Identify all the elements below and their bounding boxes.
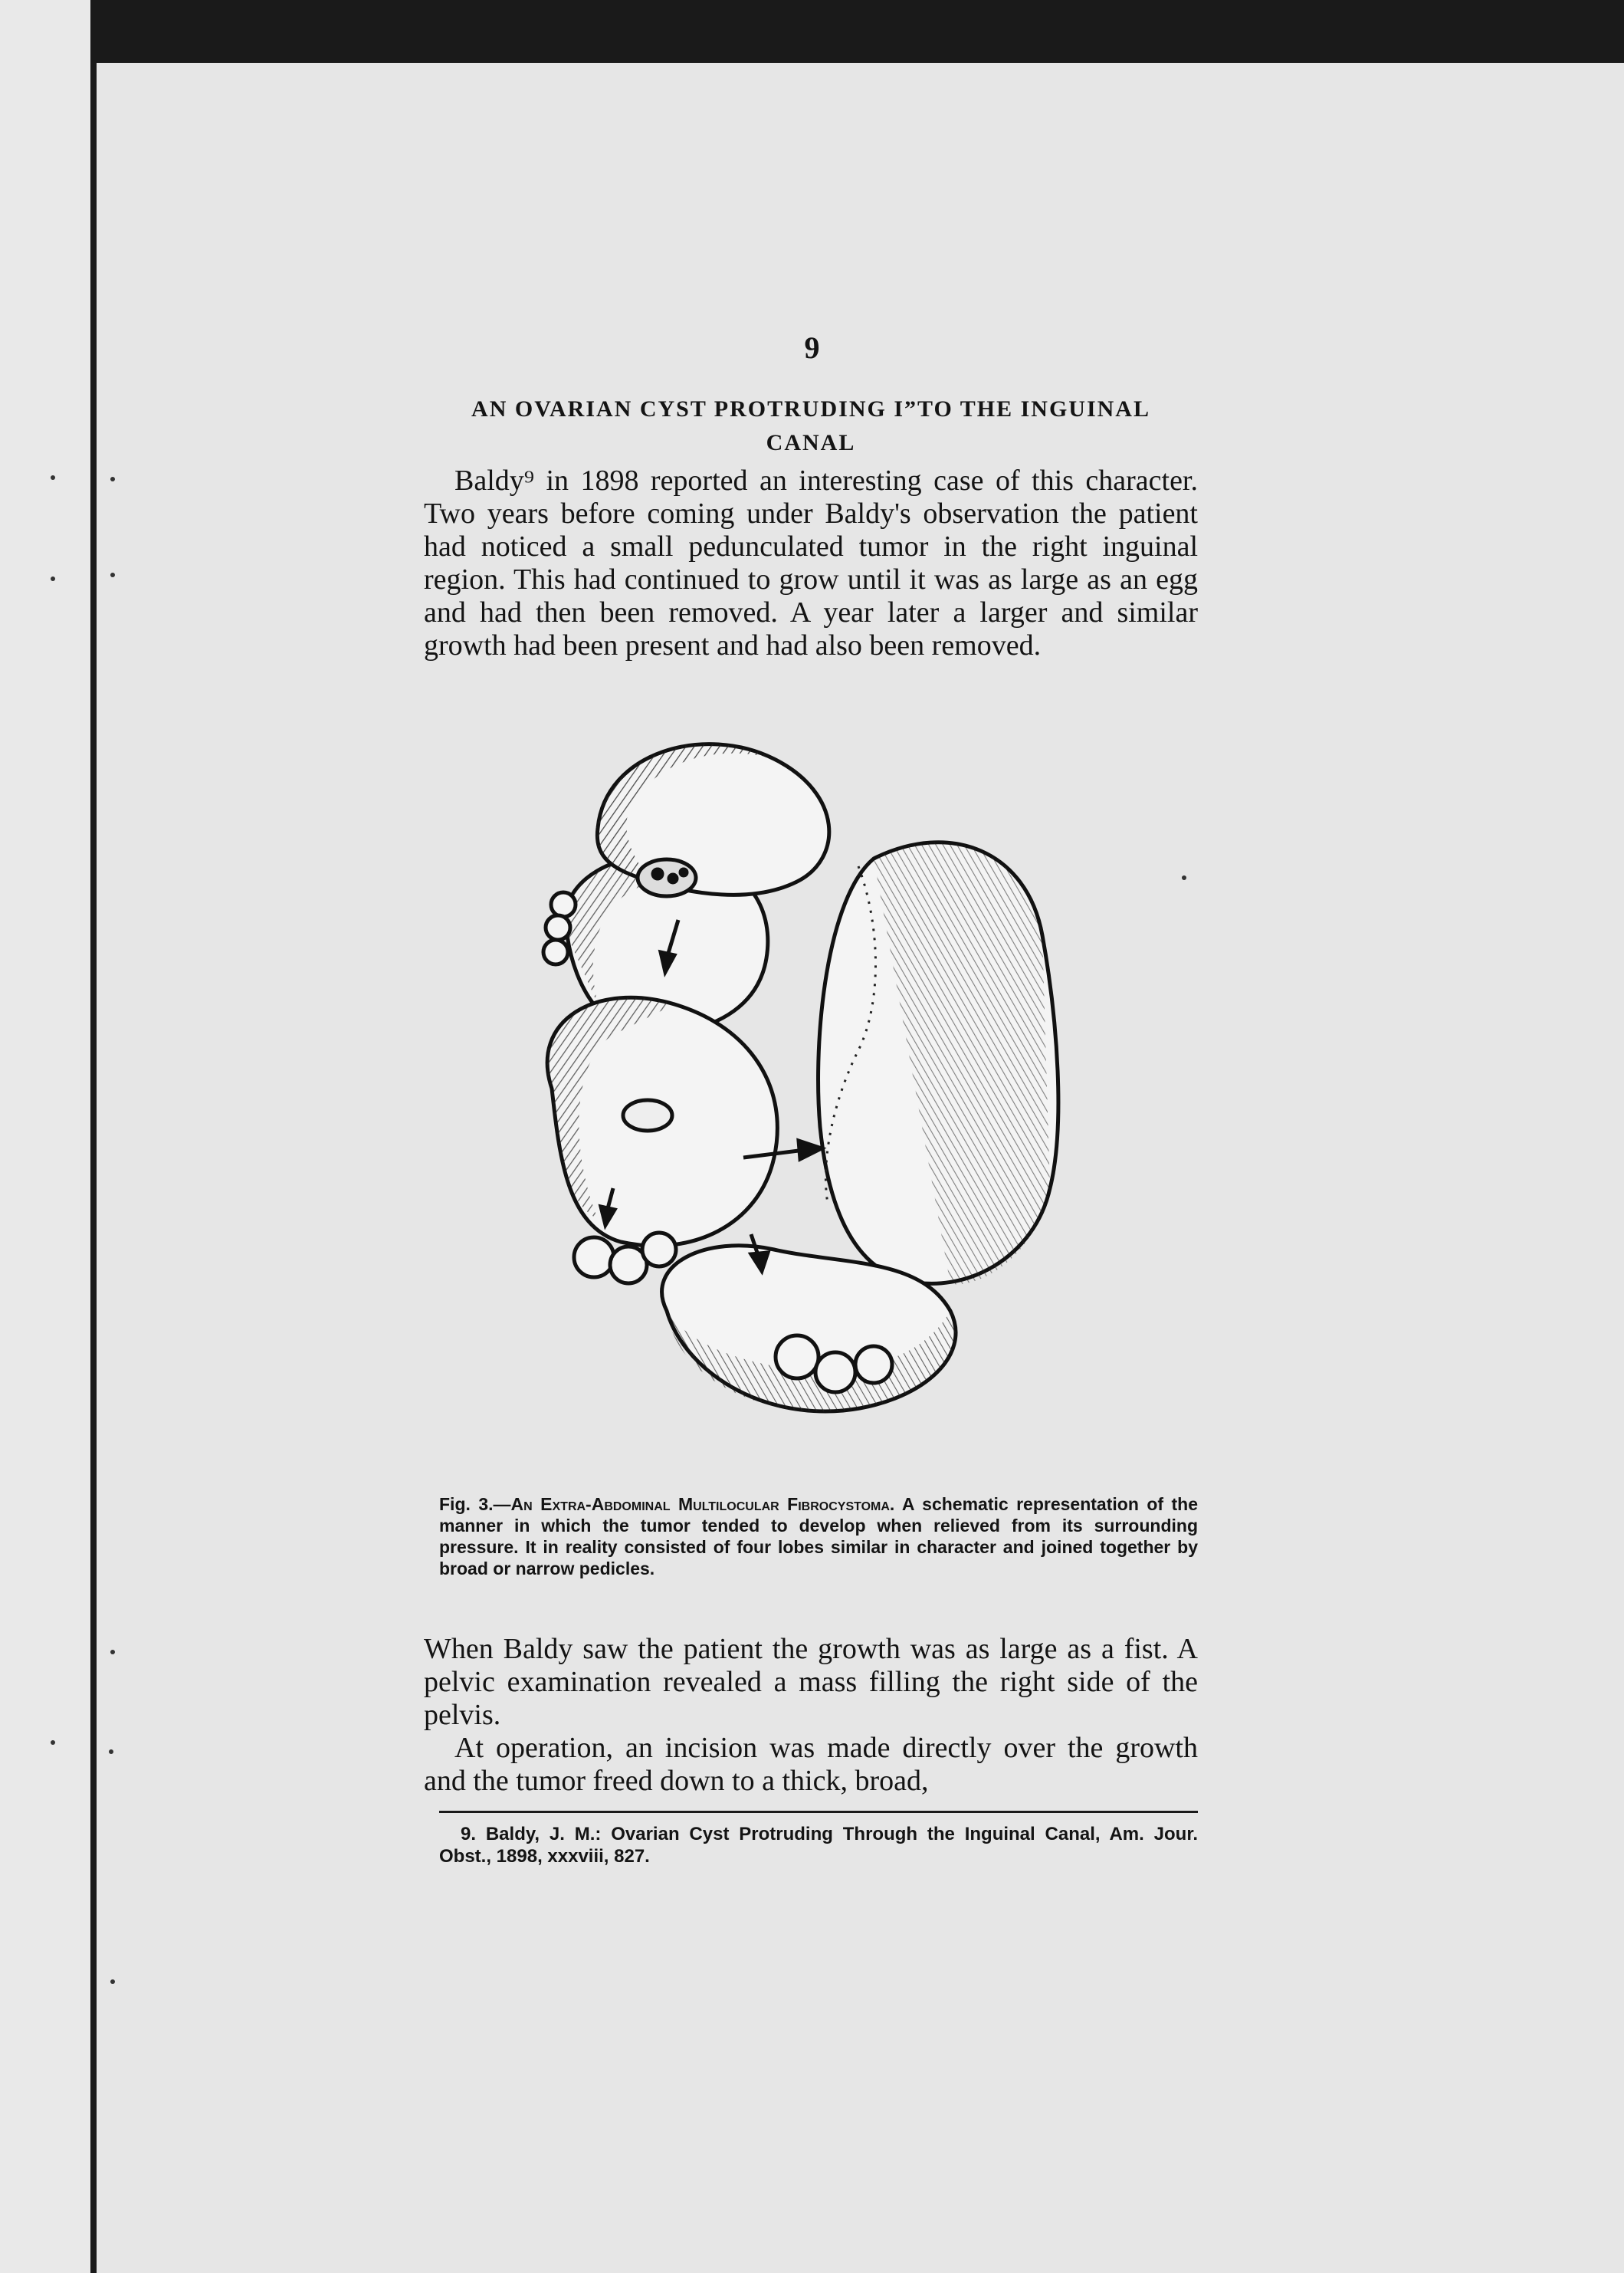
footnote-rule (439, 1811, 1198, 1813)
text-block-top (424, 465, 1198, 662)
scan-speck (110, 573, 115, 577)
figure-illustration (521, 728, 1104, 1449)
caption-title: An Extra-Abdominal Multilocular Fibrocystoma. (510, 1494, 895, 1514)
scan-speck (110, 1650, 115, 1654)
paragraph-2: When Baldy saw the patient the growth was as large as a fist. A pelvic examination revealed a mass filling the right side of the pelvis. (424, 1633, 1198, 1731)
scan-speck (109, 1749, 113, 1754)
scan-speck (51, 475, 55, 480)
text-block-bottom (424, 1633, 1198, 1798)
scan-speck (110, 477, 115, 481)
figure-caption (439, 1493, 1198, 1579)
paragraph-1: Baldy⁹ in 1898 reported an interesting case of this character. Two years before coming under Baldy's observation the patient had noticed a small pedunculated tumor in the right inguinal region. This had continued to grow until it was as large as an egg and had then been removed. A year later a larger and similar growth had been present and had also been removed. (424, 465, 1198, 662)
caption-label: Fig. 3.— (439, 1494, 511, 1514)
scan-speck (1182, 875, 1186, 880)
tumor-illustration (521, 728, 1104, 1449)
page-number: 9 (804, 330, 820, 365)
footnote: 9. Baldy, J. M.: Ovarian Cyst Protruding Through the Inguinal Canal, Am. Jour. Obst., 1898, xxxviii, 827. (439, 1824, 1198, 1867)
paragraph-3: At operation, an incision was made directly over the growth and the tumor freed down to a thick, broad, (424, 1732, 1198, 1797)
section-heading: AN OVARIAN CYST PROTRUDING I”TO THE INGUINAL CANAL (471, 396, 1150, 455)
scan-speck (51, 576, 55, 581)
scan-speck (110, 1979, 115, 1984)
scan-speck (51, 1740, 55, 1745)
caption-text: A schematic representation of the manner in which the tumor tended to develop when relieved from its surrounding pressure. It in reality consisted of four lobes similar in character and joined together by broad or narrow pedicles. (439, 1494, 1199, 1578)
